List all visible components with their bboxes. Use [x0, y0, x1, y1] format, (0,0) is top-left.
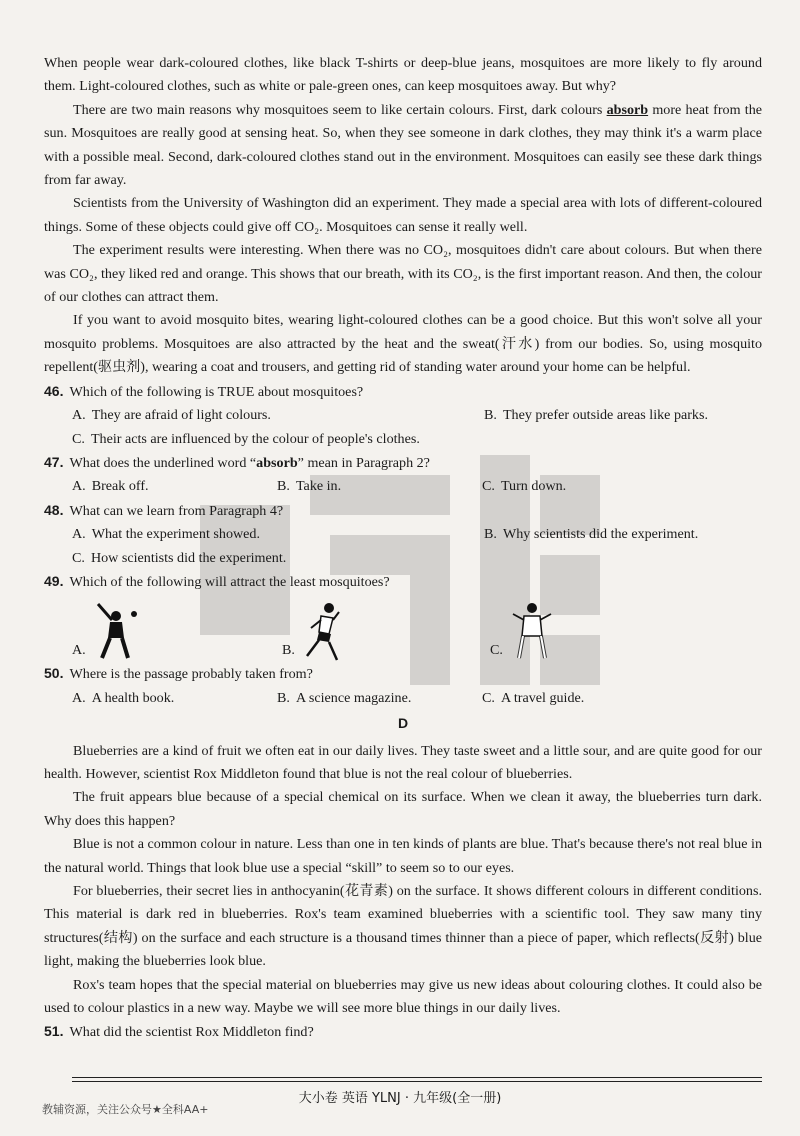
question-46: [44, 380, 762, 404]
question-50-options: [44, 687, 762, 710]
option-b[interactable]: [277, 687, 482, 710]
question-keyword: absorb: [256, 454, 298, 471]
tai-chi-white-clothes-icon: [509, 600, 555, 662]
option-text: Break off.: [91, 478, 149, 495]
passage-c-paragraph-4: The experiment results were interesting. When there was no CO₂, mosquitoes didn't care about colours. But when there was CO₂, they liked red and orange. This shows that our breath, with its CO₂, is the first important reason. And then, the colour of our clothes can attract them.: [44, 242, 762, 306]
question-number: 49.: [44, 572, 64, 589]
passage-c-paragraph-2: [44, 99, 762, 193]
question-46-options-row-1: [44, 404, 762, 427]
option-text: A health book.: [91, 689, 175, 706]
question-46-options-row-2: [44, 428, 762, 451]
option-b[interactable]: [282, 600, 490, 662]
option-b[interactable]: [484, 404, 708, 427]
question-text: What can we learn from Paragraph 4?: [69, 502, 284, 519]
option-letter: A.: [72, 689, 86, 706]
option-text: Why scientists did the experiment.: [502, 526, 699, 543]
paragraph-text: There are two main reasons why mosquitoes seem to like certain colours. First, dark colours: [73, 101, 607, 118]
option-c[interactable]: [482, 687, 687, 710]
option-text: They prefer outside areas like parks.: [502, 407, 708, 424]
option-letter: B.: [277, 689, 290, 706]
option-a[interactable]: [72, 523, 484, 546]
footer-rule: [72, 1077, 762, 1078]
question-48-options-row-2: [44, 547, 762, 570]
option-letter: A.: [72, 407, 86, 424]
option-letter: C.: [72, 430, 85, 447]
question-49-picture-options: [44, 594, 762, 662]
option-letter: C.: [482, 689, 495, 706]
footer-watermark-text: 教辅资源，关注公众号★全科AA+: [42, 1103, 209, 1116]
runner-dark-shorts-icon: [301, 600, 343, 662]
option-c[interactable]: [72, 547, 287, 570]
option-text: Their acts are influenced by the colour of people's clothes.: [90, 430, 420, 447]
question-number: 48.: [44, 501, 64, 518]
option-c[interactable]: [72, 428, 420, 451]
question-text: What did the scientist Rox Middleton find?: [69, 1024, 314, 1041]
option-c[interactable]: [490, 600, 700, 662]
passage-c-paragraph-5: If you want to avoid mosquito bites, wearing light-coloured clothes can be a good choice. But this won't solve all your mosquito problems. Mosquitoes are also attracted by the heat and the sweat(汗水) from our bodies. So, using mosquito repellent(驱虫剂), wearing a coat and trousers, and getting rid of standing water around your home can be helpful.: [44, 312, 762, 376]
option-letter: B.: [484, 407, 497, 424]
question-51: [44, 1020, 762, 1044]
option-letter: C.: [72, 549, 85, 566]
option-text: A science magazine.: [295, 689, 412, 706]
passage-d-paragraph-2: The fruit appears blue because of a special chemical on its surface. When we clean it away, the blueberries turn dark. Why does this happen?: [44, 789, 762, 829]
footer-rule-thin: [72, 1081, 762, 1082]
passage-d-paragraph-4: For blueberries, their secret lies in anthocyanin(花青素) on the surface. It shows different colours in different conditions. This material is dark red in blueberries. Rox's team examined blueberries with a scientific tool. They saw many tiny structures(结构) on the surface and each structure is a thousand times thinner than a piece of paper, which reflects(反射) blue light, making the blueberries look blue.: [44, 883, 762, 970]
passage-c-paragraph-1: When people wear dark-coloured clothes, like black T-shirts or deep-blue jeans, mosquitoes are more likely to fly around them. Light-coloured clothes, such as white or pale-green ones, can keep mosquitoes away. But why?: [44, 55, 762, 95]
question-48-options-row-1: [44, 523, 762, 546]
section-d-title: D: [397, 715, 409, 732]
option-letter: A.: [72, 526, 86, 543]
question-text: Which of the following will attract the least mosquitoes?: [69, 573, 390, 590]
baseball-player-dark-clothes-icon: [92, 600, 140, 662]
question-49: [44, 570, 762, 594]
passage-d-paragraph-5: Rox's team hopes that the special material on blueberries may give us new ideas about colouring clothes. It could also be used to colour plastics in a new way. Maybe we will see more blue things in our daily lives.: [44, 976, 762, 1017]
question-number: 50.: [44, 665, 64, 682]
option-letter: C.: [490, 641, 503, 658]
option-a[interactable]: [72, 475, 277, 498]
option-letter: B.: [282, 641, 295, 658]
option-letter: A.: [72, 641, 86, 658]
option-c[interactable]: [482, 475, 687, 498]
question-text: ” mean in Paragraph 2?: [297, 454, 430, 471]
option-b[interactable]: [484, 523, 699, 546]
option-text: How scientists did the experiment.: [90, 549, 287, 566]
question-text: Which of the following is TRUE about mosquitoes?: [69, 383, 364, 400]
question-47-options: [44, 475, 762, 498]
option-a[interactable]: [72, 600, 282, 662]
question-text: Where is the passage probably taken from?: [69, 666, 313, 683]
option-letter: B.: [277, 478, 290, 495]
main-content: [44, 52, 762, 1045]
option-letter: B.: [484, 526, 497, 543]
question-50: [44, 662, 762, 686]
question-number: 51.: [44, 1023, 64, 1040]
question-48: [44, 499, 762, 523]
question-number: 47.: [44, 453, 64, 470]
underlined-word-absorb: absorb: [606, 101, 649, 118]
option-a[interactable]: [72, 404, 484, 427]
question-number: 46.: [44, 382, 64, 399]
passage-d-paragraph-1: Blueberries are a kind of fruit we often eat in our daily lives. They taste sweet and a little sour, and are quite good for our health. However, scientist Rox Middleton found that blue is not the real colour of blueberries.: [44, 742, 762, 782]
option-text: They are afraid of light colours.: [91, 407, 271, 424]
paragraph-text: more heat from the sun. Mosquitoes are really good at sensing heat. So, when they see someone in dark clothes, they may think it's a warm place with a possible meal. Second, dark-coloured clothes stand out in the environment. Mosquitoes can easily see these dark things from far away.: [44, 101, 762, 189]
footer-book-title: 大小卷 英语 YLNJ · 九年级(全一册): [298, 1091, 502, 1106]
passage-c-paragraph-3: Scientists from the University of Washington did an experiment. They made a special area with lots of different-coloured things. Some of these objects could give off CO₂. Mosquitoes can sense it really well.: [44, 195, 762, 235]
option-a[interactable]: [72, 687, 277, 710]
option-b[interactable]: [277, 475, 482, 498]
option-letter: C.: [482, 478, 495, 495]
option-text: Take in.: [295, 478, 342, 495]
passage-d-paragraph-3: Blue is not a common colour in nature. Less than one in ten kinds of plants are blue. That's because there's not real blue in the natural world. Things that look blue use a special “skill” to seem so to our eyes.: [44, 836, 762, 876]
question-text: What does the underlined word “: [69, 454, 257, 471]
option-letter: A.: [72, 478, 86, 495]
option-text: Turn down.: [500, 478, 567, 495]
option-text: What the experiment showed.: [91, 526, 260, 543]
option-text: A travel guide.: [500, 689, 585, 706]
question-47: [44, 451, 762, 475]
